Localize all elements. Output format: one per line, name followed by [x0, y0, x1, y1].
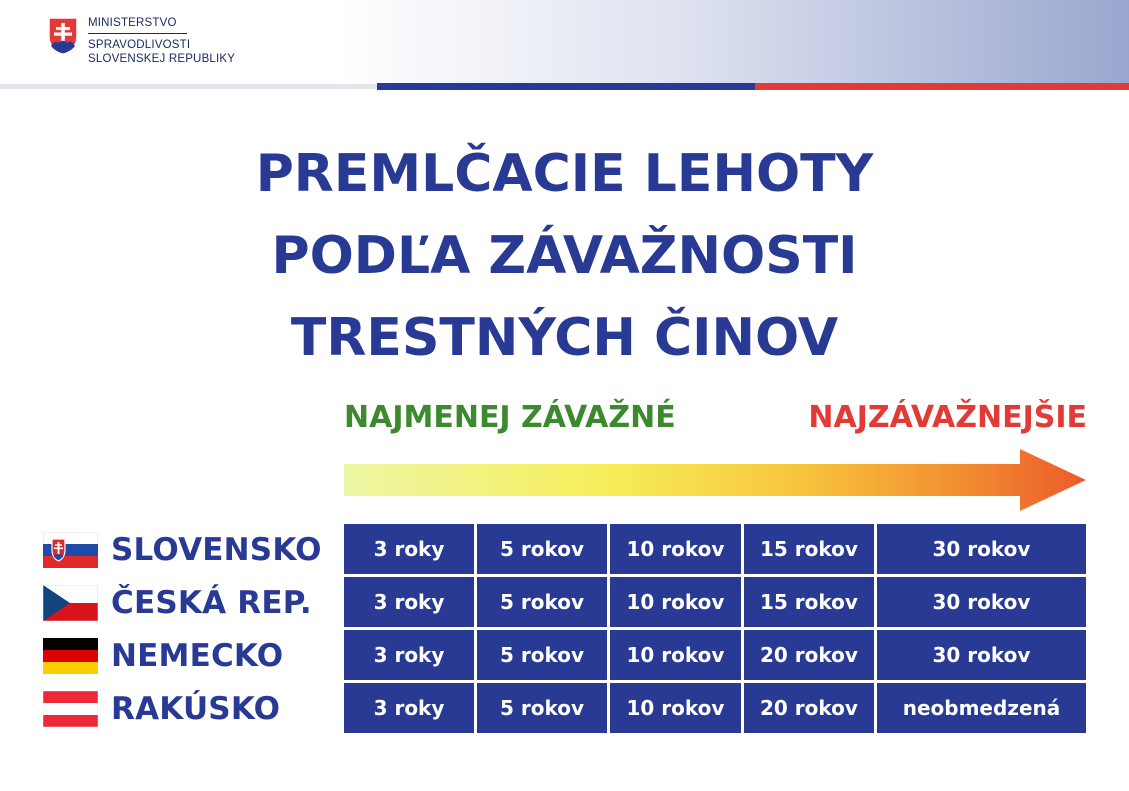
table-row	[344, 630, 1086, 680]
table-cell: neobmedzená	[877, 683, 1086, 733]
country-row-slovakia	[43, 524, 343, 576]
table-cell: 20 rokov	[744, 630, 874, 680]
severity-gradient-arrow	[344, 449, 1088, 511]
table-cell: 3 roky	[344, 630, 474, 680]
germany-flag-icon	[43, 638, 98, 674]
table-cell: 10 rokov	[610, 683, 741, 733]
table-row	[344, 683, 1086, 733]
table-cell: 10 rokov	[610, 630, 741, 680]
table-row	[344, 524, 1086, 574]
austria-flag-icon	[43, 691, 98, 727]
country-name: NEMECKO	[111, 638, 284, 674]
most-severe-label: NAJZÁVAŽNEJŠIE	[808, 400, 1087, 435]
table-row	[344, 577, 1086, 627]
country-row-austria	[43, 683, 343, 735]
title-line-1: PREMLČACIE LEHOTY	[255, 144, 874, 204]
country-name: RAKÚSKO	[111, 691, 281, 727]
ministry-line-3: SLOVENSKEJ REPUBLIKY	[88, 53, 236, 65]
table-cell: 10 rokov	[610, 577, 741, 627]
czech-flag-icon	[43, 585, 98, 621]
table-cell: 5 rokov	[477, 683, 607, 733]
table-cell: 5 rokov	[477, 630, 607, 680]
ministry-divider	[88, 33, 187, 34]
table-cell: 15 rokov	[744, 577, 874, 627]
country-row-germany	[43, 630, 343, 682]
table-cell: 20 rokov	[744, 683, 874, 733]
table-cell: 30 rokov	[877, 577, 1086, 627]
least-severe-label: NAJMENEJ ZÁVAŽNÉ	[344, 400, 676, 435]
slovakia-flag-icon	[43, 532, 98, 568]
page-title	[0, 133, 1129, 379]
header-stripe-red	[755, 83, 1129, 90]
table-cell: 30 rokov	[877, 524, 1086, 574]
table-cell: 30 rokov	[877, 630, 1086, 680]
table-cell: 15 rokov	[744, 524, 874, 574]
title-line-2: PODĽA ZÁVAŽNOSTI	[271, 226, 858, 286]
table-cell: 5 rokov	[477, 524, 607, 574]
table-cell: 3 roky	[344, 524, 474, 574]
country-name: ČESKÁ REP.	[111, 585, 312, 621]
table-cell: 3 roky	[344, 683, 474, 733]
country-name: SLOVENSKO	[111, 532, 322, 568]
slovak-coat-of-arms-icon	[48, 17, 78, 55]
header-stripe-blue	[377, 83, 755, 90]
limitation-periods-table	[344, 524, 1086, 735]
header-stripe-grey	[0, 84, 377, 89]
table-cell: 3 roky	[344, 577, 474, 627]
table-cell: 10 rokov	[610, 524, 741, 574]
ministry-line-2: SPRAVODLIVOSTI	[88, 39, 191, 51]
ministry-name	[88, 16, 235, 66]
table-cell: 5 rokov	[477, 577, 607, 627]
title-line-3: TRESTNÝCH ČINOV	[290, 308, 839, 368]
country-row-czech	[43, 577, 343, 629]
ministry-line-1: MINISTERSTVO	[88, 17, 177, 29]
